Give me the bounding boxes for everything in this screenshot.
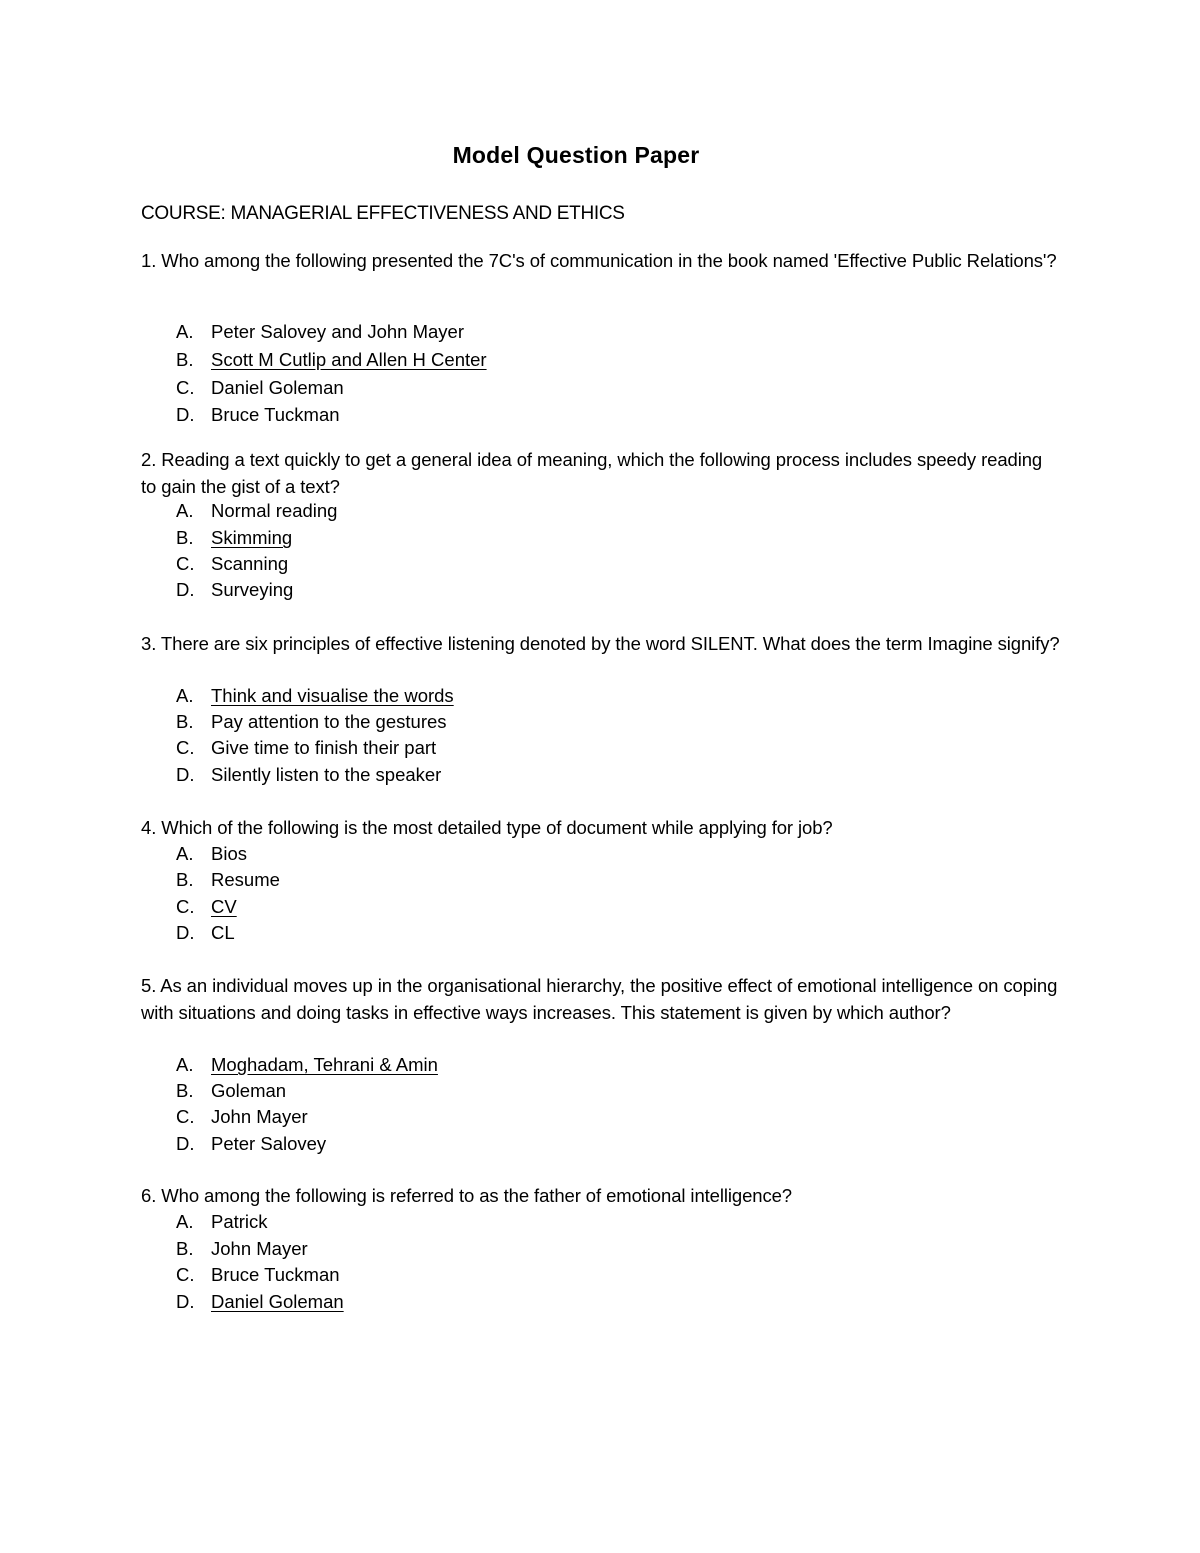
correct-answer: Think and visualise the words: [211, 685, 454, 706]
question-3-option-c: C. Give time to finish their part: [176, 737, 437, 758]
question-6-option-b: B. John Mayer: [176, 1238, 308, 1259]
course-heading: COURSE: MANAGERIAL EFFECTIVENESS AND ETHICS: [141, 203, 625, 224]
question-2-option-c: C. Scanning: [176, 553, 289, 574]
correct-answer: CV: [211, 896, 237, 917]
question-3-option-a: A. Think and visualise the words: [176, 685, 454, 706]
question-2-option-a: A. Normal reading: [176, 500, 338, 521]
question-3-text: 3. There are six principles of effective listening denoted by the word SILENT. What does the term Imagine signify?: [141, 633, 1060, 654]
page-title: Model Question Paper: [452, 142, 700, 168]
question-4-option-a: A. Bios: [176, 843, 247, 864]
question-3-option-b: B. Pay attention to the gestures: [176, 711, 447, 732]
question-4-option-d: D. CL: [176, 922, 235, 943]
correct-answer: Skimming: [211, 527, 293, 548]
question-4-option-c: C. CV: [176, 896, 237, 917]
question-1-option-c: C. Daniel Goleman: [176, 377, 344, 398]
question-5-option-a: A. Moghadam, Tehrani & Amin: [176, 1054, 438, 1075]
question-6-text: 6. Who among the following is referred to as the father of emotional intelligence?: [141, 1185, 792, 1206]
correct-answer: Scott M Cutlip and Allen H Center: [211, 349, 487, 370]
question-1-option-b: B. Scott M Cutlip and Allen H Center: [176, 349, 487, 370]
question-1-option-a: A. Peter Salovey and John Mayer: [176, 321, 464, 342]
question-6-option-d: D. Daniel Goleman: [176, 1291, 344, 1312]
question-2-option-d: D. Surveying: [176, 579, 294, 600]
question-3-option-d: D. Silently listen to the speaker: [176, 764, 442, 785]
question-5-option-c: C. John Mayer: [176, 1106, 308, 1127]
question-2-option-b: B. Skimming: [176, 527, 293, 548]
correct-answer: Moghadam, Tehrani & Amin: [211, 1054, 438, 1075]
question-2-text: 2. Reading a text quickly to get a general idea of meaning, which the following process includes speedy reading to gain the gist of a text?: [141, 449, 1043, 497]
question-1-option-d: D. Bruce Tuckman: [176, 404, 340, 425]
correct-answer: Daniel Goleman: [211, 1291, 344, 1312]
question-5-text: 5. As an individual moves up in the organisational hierarchy, the positive effect of emotional intelligence on coping with situations and doing tasks in effective ways increases. This statement is given by which author?: [141, 975, 1058, 1023]
question-6-option-c: C. Bruce Tuckman: [176, 1264, 340, 1285]
question-6-option-a: A. Patrick: [176, 1211, 268, 1232]
question-4-option-b: B. Resume: [176, 869, 280, 890]
question-4-text: 4. Which of the following is the most detailed type of document while applying for job?: [141, 817, 833, 838]
question-5-option-d: D. Peter Salovey: [176, 1133, 327, 1154]
question-1-text: 1. Who among the following presented the 7C's of communication in the book named 'Effective Public Relations'?: [141, 250, 1057, 271]
question-5-option-b: B. Goleman: [176, 1080, 287, 1101]
